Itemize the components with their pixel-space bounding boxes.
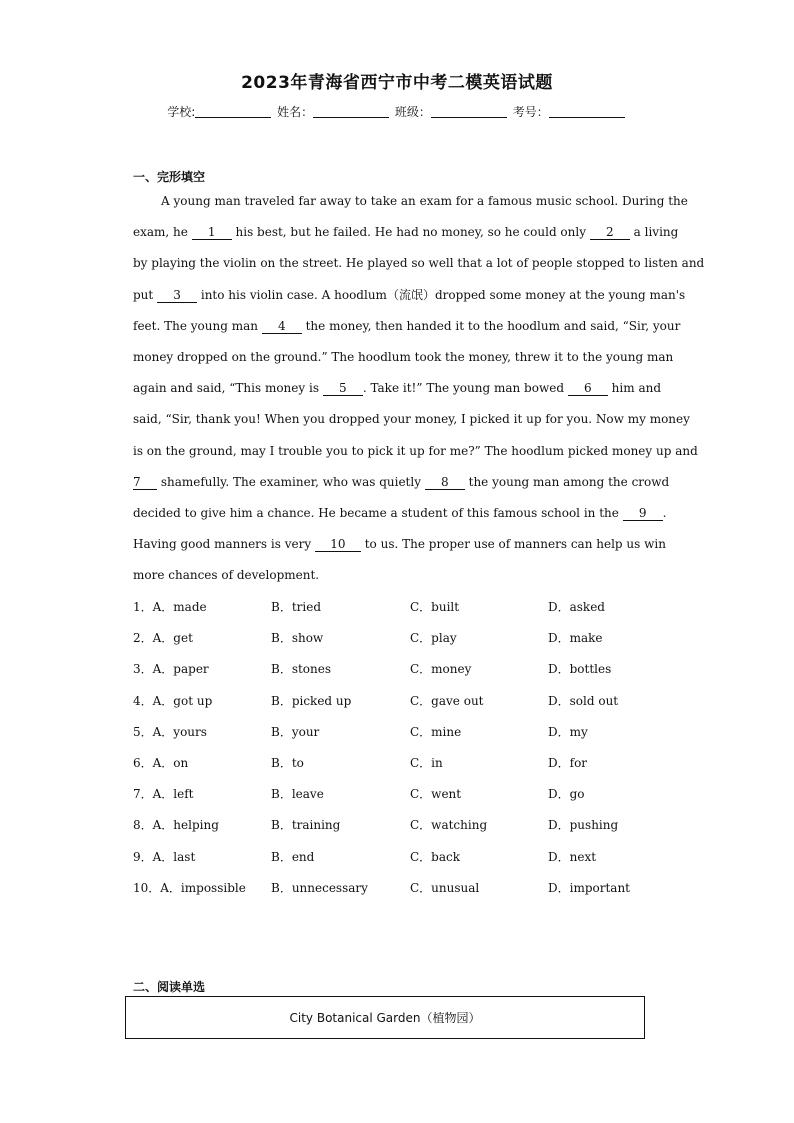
question-number-option-a: 9．A．last [133,849,196,864]
option-b[interactable]: B．stones [271,662,332,677]
question-number-option-a: 5．A．yours [133,724,207,739]
name-label: 姓名： [277,105,314,119]
passage-text: a living [629,225,679,240]
option-c[interactable]: C．money [410,662,472,677]
option-b[interactable]: B．tried [271,600,321,614]
option-b[interactable]: B．unnecessary [271,880,368,895]
question-row [133,722,673,753]
question-row [133,691,673,722]
number-label: 考号： [512,105,549,119]
passage-line [133,377,661,408]
blank-8: 8 [425,475,465,490]
passage-line [133,471,670,502]
question-number-option-a: 8．A．helping [133,818,219,833]
reading-title-box [125,996,645,1039]
question-row [133,847,673,878]
passage-line [133,502,667,533]
passage-text: feet. The young man [133,318,262,333]
option-c[interactable]: C．in [410,755,443,770]
question-row [133,784,673,815]
cloze-options [133,597,673,909]
question-row [133,628,673,659]
passage-line [133,221,679,252]
passage-line [133,284,686,315]
page-title: 2023年青海省西宁市中考二模英语试题 [241,73,553,93]
reading-title: City Botanical Garden（植物园） [289,1011,481,1025]
number-blank [549,105,625,118]
passage-text: is on the ground, may I trouble you to pick it up for me?” The hoodlum picked money up and [133,443,698,458]
option-c[interactable]: C．back [410,849,461,864]
section-heading-cloze: 一、完形填空 [133,170,206,184]
question-row [133,815,673,846]
option-d[interactable]: D．for [548,755,588,770]
passage-text: into his violin case. A hoodlum（流氓）dropped some money at the young man's [197,287,686,302]
passage-text: . Take it!” The young man bowed [362,381,568,396]
passage-line [133,533,666,564]
blank-1: 1 [192,225,232,240]
option-c[interactable]: C．play [410,631,457,646]
passage-text: money dropped on the ground.” The hoodlum took the money, threw it to the young man [133,349,674,364]
option-d[interactable]: D．important [548,880,631,895]
class-label: 班级： [394,105,431,119]
option-b[interactable]: B．training [271,818,341,833]
blank-6: 6 [568,381,608,396]
passage-text: to us. The proper use of manners can help us win [360,537,666,552]
option-b[interactable]: B．picked up [271,693,352,708]
option-d[interactable]: D．next [548,849,597,864]
section-heading-reading: 二、阅读单选 [133,980,206,994]
option-d[interactable]: D．bottles [548,662,612,677]
passage-line [133,408,690,439]
option-d[interactable]: D．go [548,787,585,802]
class-blank [431,105,507,118]
student-info-line [0,103,794,120]
passage-line [133,252,705,283]
question-row [133,659,673,690]
blank-10: 10 [315,537,361,552]
question-row [133,597,673,628]
question-number-option-a: 1．A．made [133,600,207,614]
question-number-option-a: 10．A．impossible [133,880,246,895]
passage-text: him and [607,381,662,396]
passage-text: the young man among the crowd [464,474,670,489]
name-blank [313,105,389,118]
question-number-option-a: 3．A．paper [133,662,209,677]
question-row [133,753,673,784]
question-number-option-a: 4．A．got up [133,693,213,708]
option-b[interactable]: B．your [271,724,320,739]
passage-text: more chances of development. [133,568,320,583]
passage-line [133,315,681,346]
passage-text: his best, but he failed. He had no money, so he could only [231,225,590,240]
passage-text: exam, he [133,225,192,240]
option-d[interactable]: D．make [548,631,603,646]
option-d[interactable]: D．my [548,724,588,739]
option-d[interactable]: D．pushing [548,818,619,833]
blank-4: 4 [262,319,302,334]
passage-line [133,190,688,221]
passage-text: the money, then handed it to the hoodlum and said, “Sir, your [301,318,681,333]
passage-line [133,440,698,471]
question-row [133,878,673,909]
passage-text: said, “Sir, thank you! When you dropped your money, I picked it up for you. Now my money [133,412,690,427]
option-c[interactable]: C．mine [410,724,462,739]
blank-5: 5 [323,381,363,396]
option-c[interactable]: C．watching [410,818,488,833]
blank-3: 3 [157,288,197,303]
cloze-passage [133,190,705,595]
passage-text: put [133,287,158,302]
school-blank [195,105,271,118]
option-b[interactable]: B．to [271,755,304,770]
passage-text: Having good manners is very [133,537,315,552]
passage-text: A young man traveled far away to take an exam for a famous music school. During the [161,194,688,208]
option-c[interactable]: C．unusual [410,880,480,895]
passage-text: decided to give him a chance. He became a student of this famous school in the [133,505,623,520]
option-c[interactable]: C．went [410,787,462,802]
blank-2: 2 [590,225,630,240]
option-c[interactable]: C．gave out [410,693,484,708]
option-d[interactable]: D．asked [548,600,605,614]
question-number-option-a: 2．A．get [133,631,193,646]
passage-text: shamefully. The examiner, who was quietly [157,474,425,489]
passage-text: again and said, “This money is [133,381,323,396]
passage-line [133,346,674,377]
option-d[interactable]: D．sold out [548,693,619,708]
question-number-option-a: 6．A．on [133,755,189,770]
blank-7: 7 [133,475,157,490]
option-b[interactable]: B．end [271,849,315,864]
passage-text: . [662,505,667,520]
option-c[interactable]: C．built [410,600,460,614]
blank-9: 9 [623,506,663,521]
passage-text: by playing the violin on the street. He played so well that a lot of people stopped to listen and [133,256,705,271]
option-b[interactable]: B．show [271,631,324,646]
school-label: 学校: [167,105,196,119]
question-number-option-a: 7．A．left [133,787,194,802]
option-b[interactable]: B．leave [271,787,324,802]
passage-line [133,564,661,595]
